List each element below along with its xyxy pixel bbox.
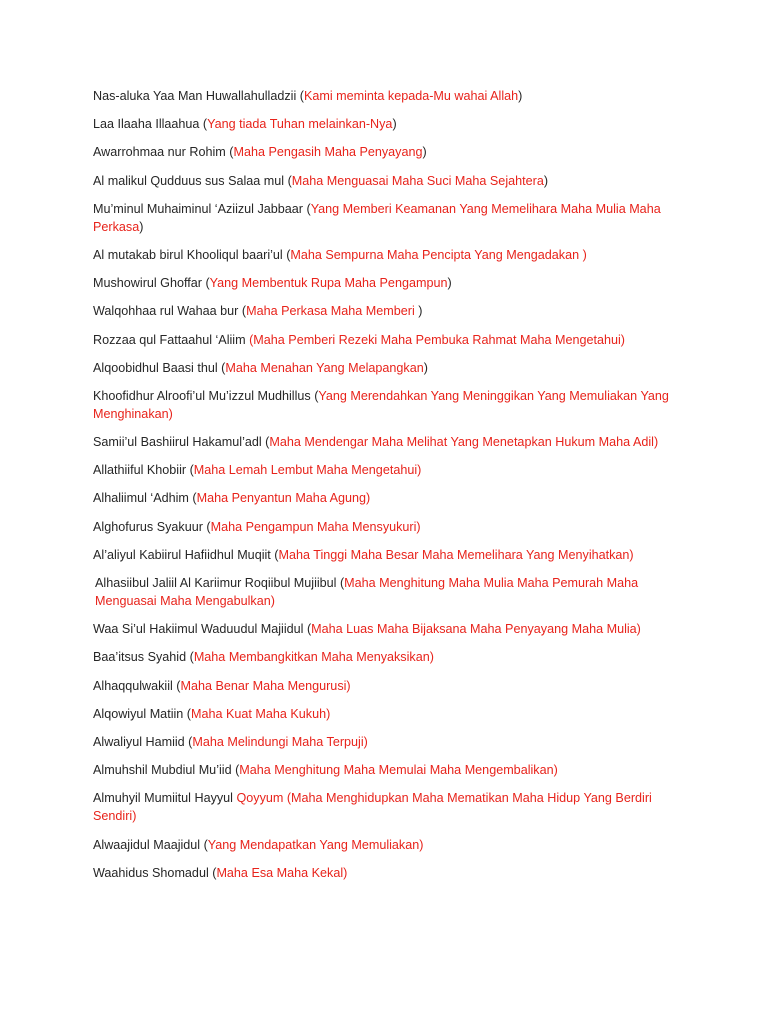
- translation-text: Maha Tinggi Maha Besar Maha Memelihara Yang Menyihatkan): [278, 547, 634, 562]
- arabic-name-text: Khoofidhur Alroofi’ul Mu’izzul Mudhillus (: [93, 388, 319, 403]
- translation-text: Maha Pengampun Maha Mensyukuri): [210, 519, 421, 534]
- closing-paren: ): [543, 173, 549, 188]
- text-line: [93, 789, 678, 825]
- closing-paren: ): [423, 360, 428, 375]
- translation-text: Yang tiada Tuhan melainkan-Nya: [207, 117, 393, 132]
- text-lines: [93, 87, 678, 892]
- arabic-name-text: Baa’itsus Syahid (: [93, 650, 194, 665]
- text-line: [93, 705, 678, 723]
- text-line: [93, 733, 678, 751]
- arabic-name-text: Al malikul Qudduus sus Salaa mul (: [93, 173, 292, 188]
- translation-text: Maha Luas Maha Bijaksana Maha Penyayang Maha Mulia): [311, 622, 641, 637]
- arabic-name-text: Alwaajidul Maajidul (: [93, 837, 208, 852]
- arabic-name-text: Almuhyil Mumiitul Hayyul: [93, 791, 237, 806]
- text-line: [93, 359, 678, 377]
- text-line: [93, 677, 678, 695]
- translation-text: Maha Pengasih Maha Penyayang: [233, 145, 423, 160]
- arabic-name-text: Mu’minul Muhaiminul ‘Aziizul Jabbaar (: [93, 201, 311, 216]
- text-line: [93, 546, 678, 564]
- arabic-name-text: Rozzaa qul Fattaahul ‘Aliim: [93, 332, 250, 347]
- text-line: [93, 620, 678, 638]
- translation-text: Maha Sempurna Maha Pencipta Yang Mengadakan ): [290, 247, 587, 262]
- translation-text: Kami meminta kepada-Mu wahai Allah: [303, 89, 519, 103]
- arabic-name-text: Alhasiibul Jaliil Al Kariimur Roqiibul Mujiibul (: [95, 576, 345, 590]
- text-line: [93, 200, 678, 236]
- closing-paren: ): [139, 219, 144, 234]
- arabic-name-text: Waahidus Shomadul (: [93, 865, 217, 880]
- translation-text: Maha Perkasa Maha Memberi: [246, 304, 419, 319]
- translation-text: (Maha Pemberi Rezeki Maha Pembuka Rahmat Maha Mengetahui): [249, 332, 625, 347]
- arabic-name-text: Allathiiful Khobiir (: [93, 463, 194, 478]
- closing-paren: ): [418, 304, 423, 319]
- translation-text: Maha Lemah Lembut Maha Mengetahui): [193, 463, 422, 478]
- text-line: [93, 489, 678, 507]
- translation-text: Maha Menahan Yang Melapangkan: [225, 360, 424, 375]
- arabic-name-text: Alqowiyul Matiin (: [93, 706, 191, 721]
- closing-paren: ): [518, 89, 523, 103]
- arabic-name-text: Alhaliimul ‘Adhim (: [93, 491, 197, 506]
- arabic-name-text: Al mutakab birul Khooliqul baari’ul (: [93, 247, 291, 262]
- arabic-name-text: Alwaliyul Hamiid (: [93, 734, 193, 749]
- arabic-name-text: Alhaqqulwakiil (: [93, 678, 181, 693]
- text-line: [93, 331, 678, 349]
- text-line: [93, 115, 678, 133]
- translation-text: Maha Membangkitkan Maha Menyaksikan): [193, 650, 434, 665]
- text-line: [93, 518, 678, 536]
- text-line: [93, 387, 678, 423]
- closing-paren: ): [422, 145, 427, 160]
- text-line: [93, 302, 678, 320]
- arabic-name-text: Laa Ilaaha Illaahua (: [93, 117, 208, 132]
- translation-text: Maha Melindungi Maha Terpuji): [192, 734, 368, 749]
- text-line: [93, 433, 678, 451]
- translation-text: Yang Memberi Keamanan Yang Memelihara Maha Mulia Maha Perkasa: [93, 201, 661, 234]
- arabic-name-text: Mushowirul Ghoffar (: [93, 276, 210, 291]
- text-line: [93, 836, 678, 854]
- closing-paren: ): [447, 276, 452, 291]
- text-line: [93, 143, 678, 161]
- arabic-name-text: Walqohhaa rul Wahaa bur (: [93, 304, 247, 319]
- text-line: [93, 648, 678, 666]
- arabic-name-text: Nas-aluka Yaa Man Huwallahulladzii (: [93, 89, 304, 103]
- arabic-name-text: Alghofurus Syakuur (: [93, 519, 211, 534]
- translation-text: Maha Esa Maha Kekal): [216, 865, 348, 880]
- translation-text: Maha Mendengar Maha Melihat Yang Menetapkan Hukum Maha Adil): [269, 435, 659, 450]
- arabic-name-text: Samii’ul Bashiirul Hakamul’adl (: [93, 435, 270, 450]
- closing-paren: ): [392, 117, 397, 132]
- text-line: [93, 574, 678, 610]
- translation-text: Maha Menghitung Maha Memulai Maha Mengembalikan): [239, 763, 558, 778]
- translation-text: Maha Benar Maha Mengurusi): [180, 678, 351, 693]
- arabic-name-text: Almuhshil Mubdiul Mu’iid (: [93, 763, 240, 778]
- translation-text: Maha Kuat Maha Kukuh): [190, 706, 331, 721]
- text-line: [93, 87, 678, 105]
- text-line: [93, 761, 678, 779]
- text-line: [93, 461, 678, 479]
- text-line: [93, 274, 678, 292]
- translation-text: Maha Menguasai Maha Suci Maha Sejahtera: [291, 173, 544, 188]
- translation-text: Yang Merendahkan Yang Meninggikan Yang Memuliakan Yang Menghinakan): [93, 388, 669, 421]
- translation-text: Maha Penyantun Maha Agung): [196, 491, 371, 506]
- text-line: [93, 864, 678, 882]
- arabic-name-text: Alqoobidhul Baasi thul (: [93, 360, 226, 375]
- translation-text: Yang Mendapatkan Yang Memuliakan): [207, 837, 424, 852]
- translation-text: Yang Membentuk Rupa Maha Pengampun: [209, 276, 448, 291]
- arabic-name-text: Waa Si’ul Hakiimul Waduudul Majiidul (: [93, 622, 312, 637]
- arabic-name-text: Awarrohmaa nur Rohim (: [93, 145, 234, 160]
- arabic-name-text: Al’aliyul Kabiirul Hafiidhul Muqiit (: [93, 547, 279, 562]
- text-line: [93, 172, 678, 190]
- translation-text: Qoyyum (Maha Menghidupkan Maha Mematikan Maha Hidup Yang Berdiri Sendiri): [93, 791, 652, 824]
- translation-text: Maha Menghitung Maha Mulia Maha Pemurah Maha Menguasai Maha Mengabulkan): [95, 576, 639, 608]
- text-line: [93, 246, 678, 264]
